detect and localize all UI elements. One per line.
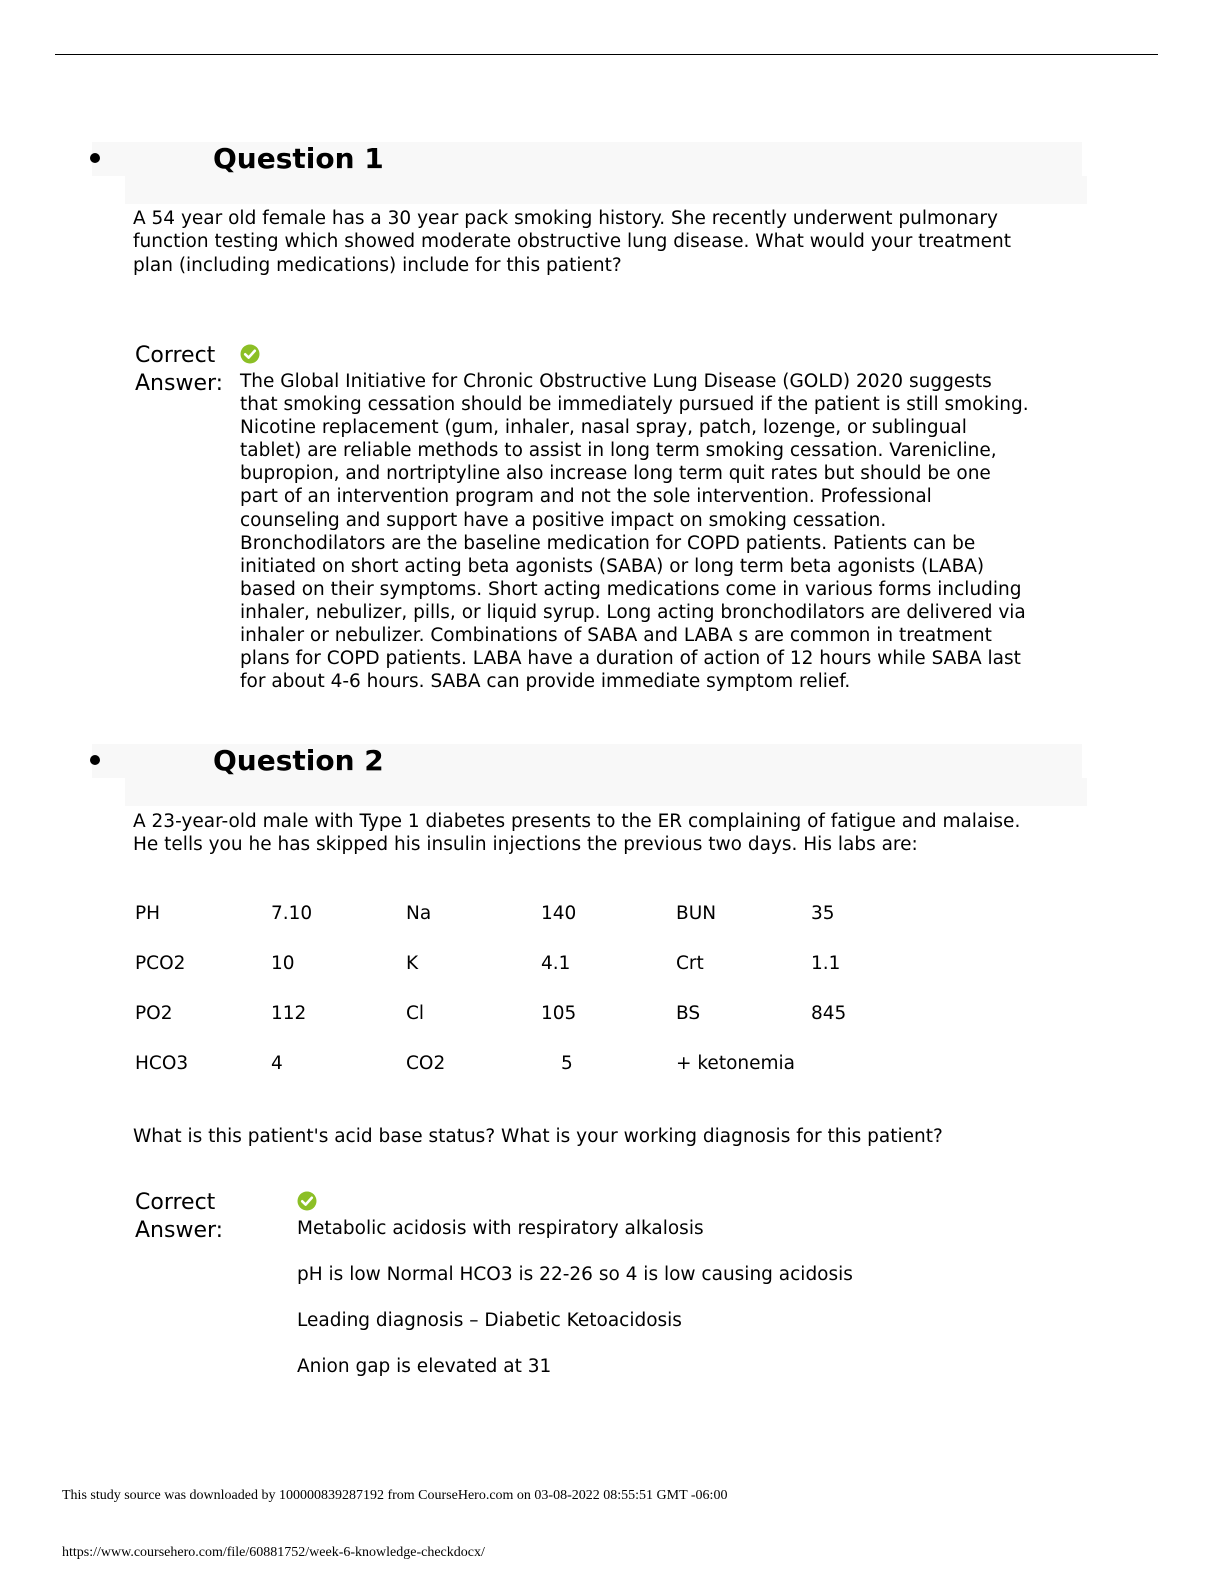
lab-cell: Crt bbox=[676, 953, 704, 974]
question-2-answer-line-1: Metabolic acidosis with respiratory alkalosis bbox=[297, 1218, 704, 1239]
lab-cell: 35 bbox=[811, 903, 835, 924]
lab-cell: 105 bbox=[541, 1003, 577, 1024]
lab-cell: 4 bbox=[271, 1053, 283, 1074]
lab-cell: Cl bbox=[406, 1003, 425, 1024]
lab-cell: 10 bbox=[271, 953, 295, 974]
question-2-correct-label: Correct Answer: bbox=[135, 1190, 224, 1243]
lab-cell: 1.1 bbox=[811, 953, 841, 974]
lab-cell: CO2 bbox=[406, 1053, 446, 1074]
lab-cell: Na bbox=[406, 903, 432, 924]
lab-cell: 5 bbox=[561, 1053, 573, 1074]
question-1-header-bg-lower bbox=[125, 176, 1087, 204]
lab-cell: PCO2 bbox=[135, 953, 186, 974]
lab-cell: PO2 bbox=[135, 1003, 173, 1024]
check-circle-icon bbox=[297, 1191, 317, 1211]
question-2-answer-line-3: Leading diagnosis – Diabetic Ketoacidosis bbox=[297, 1310, 682, 1331]
question-2-prompt: A 23-year-old male with Type 1 diabetes presents to the ER complaining of fatigue and malaise. He tells you he has skipped his insulin injections the previous two days. His labs are: bbox=[133, 811, 1021, 856]
question-1-bullet bbox=[90, 153, 100, 163]
lab-cell: HCO3 bbox=[135, 1053, 189, 1074]
lab-row bbox=[135, 950, 891, 1000]
question-2-bullet bbox=[90, 755, 100, 765]
lab-cell: PH bbox=[135, 903, 161, 924]
lab-results-table bbox=[135, 900, 891, 1100]
top-divider bbox=[55, 54, 1158, 55]
question-2-header-bg-lower bbox=[125, 778, 1087, 806]
lab-cell: 4.1 bbox=[541, 953, 571, 974]
question-1-prompt: A 54 year old female has a 30 year pack smoking history. She recently underwent pulmonary function testing which showed moderate obstructive lung disease. What would your treatment plan (including medications) include for this patient? bbox=[133, 208, 1011, 276]
lab-row bbox=[135, 1000, 891, 1050]
lab-row bbox=[135, 1050, 891, 1100]
footer-url[interactable]: https://www.coursehero.com/file/60881752/week-6-knowledge-checkdocx/ bbox=[62, 1545, 485, 1560]
question-1-answer-paragraph-2: Bronchodilators are the baseline medication for COPD patients. Patients can be initiated on short acting beta agonists (SABA) or long term beta agonists (LABA) based on their symptoms. Short acting medications come in various forms including inhaler, nebulizer, pills, or liquid syrup. Long acting bronchodilators are delivered via inhaler or nebulizer. Combinations of SABA and LABA s are common in treatment plans for COPD patients. LABA have a duration of action of 12 hours while SABA last for about 4-6 hours. SABA can provide immediate symptom relief. bbox=[240, 532, 1026, 693]
lab-cell: BS bbox=[676, 1003, 701, 1024]
lab-cell: 7.10 bbox=[271, 903, 313, 924]
lab-row bbox=[135, 900, 891, 950]
question-1-answer-paragraph-1: The Global Initiative for Chronic Obstructive Lung Disease (GOLD) 2020 suggests that smoking cessation should be immediately pursued if the patient is still smoking. Nicotine replacement (gum, inhaler, nasal spray, patch, lozenge, or sublingual tablet) are reliable methods to assist in long term smoking cessation. Varenicline, bupropion, and nortriptyline also increase long term quit rates but should be one part of an intervention program and not the sole intervention. Professional counseling and support have a positive impact on smoking cessation. bbox=[240, 371, 1029, 531]
question-2-answer-line-4: Anion gap is elevated at 31 bbox=[297, 1356, 552, 1377]
lab-cell: K bbox=[406, 953, 419, 974]
check-circle-icon bbox=[240, 344, 260, 364]
question-1-answer bbox=[240, 370, 1030, 693]
question-2-answer-line-2: pH is low Normal HCO3 is 22-26 so 4 is low causing acidosis bbox=[297, 1264, 853, 1285]
footer-source: This study source was downloaded by 100000839287192 from CourseHero.com on 03-08-2022 08:55:51 GMT -06:00 bbox=[62, 1488, 728, 1503]
lab-cell: 140 bbox=[541, 903, 577, 924]
question-1-correct-label: Correct Answer: bbox=[135, 343, 224, 396]
question-1-title: Question 1 bbox=[213, 142, 384, 175]
lab-cell: + ketonemia bbox=[676, 1053, 795, 1074]
question-2-title: Question 2 bbox=[213, 744, 384, 777]
lab-cell: 112 bbox=[271, 1003, 307, 1024]
lab-cell: 845 bbox=[811, 1003, 847, 1024]
question-2-question: What is this patient's acid base status? What is your working diagnosis for this patient? bbox=[133, 1126, 943, 1147]
lab-cell: BUN bbox=[676, 903, 717, 924]
